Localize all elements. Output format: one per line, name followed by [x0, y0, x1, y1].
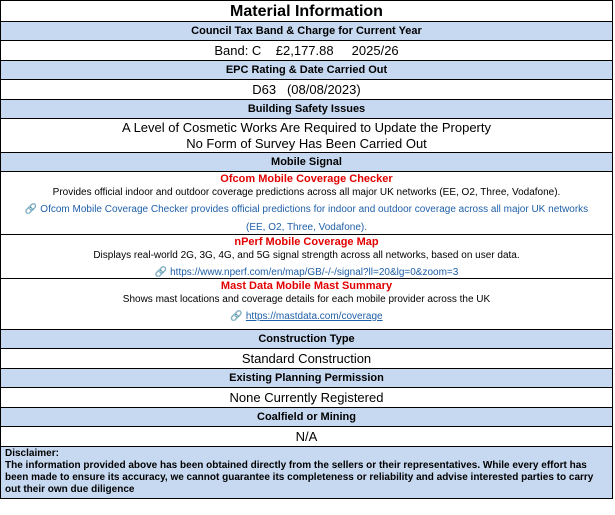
- mobile-signal-header: Mobile Signal: [1, 153, 612, 172]
- construction-value: Standard Construction: [1, 349, 612, 369]
- mobile-source-nperf: [1, 235, 612, 279]
- disclaimer-label: Disclaimer:: [5, 448, 59, 459]
- planning-header: Existing Planning Permission: [1, 369, 612, 388]
- planning-value: None Currently Registered: [1, 388, 612, 408]
- mobile-source-link[interactable]: Ofcom Mobile Coverage Checker provides official predictions for indoor and outdoor coverage across all major UK networks (EE, O2, Three, Vodafone).: [40, 204, 589, 233]
- coalfield-header: Coalfield or Mining: [1, 408, 612, 427]
- link-icon: 🔗: [154, 267, 168, 278]
- mobile-source-link[interactable]: https://www.nperf.com/en/map/GB/-/-/signal?ll=20&lg=0&zoom=3: [170, 267, 459, 278]
- building-safety-value: [1, 119, 612, 153]
- disclaimer-text: The information provided above has been obtained directly from the sellers or their representatives. While every effort has been made to ensure its accuracy, we cannot guarantee its completeness or reliability and advise interested parties to carry out their own due diligence: [5, 460, 594, 495]
- link-icon: 🔗: [230, 311, 243, 322]
- mobile-source-title: nPerf Mobile Coverage Map: [234, 236, 379, 248]
- page-title: Material Information: [1, 1, 612, 22]
- mobile-source-description: Displays real-world 2G, 3G, 4G, and 5G signal strength across all networks, based on user data.: [93, 250, 520, 261]
- building-safety-line-2: No Form of Survey Has Been Carried Out: [186, 136, 427, 151]
- epc-value: D63 (08/08/2023): [1, 80, 612, 100]
- mobile-source-link[interactable]: https://mastdata.com/coverage: [245, 311, 383, 322]
- council-tax-value: Band: C £2,177.88 2025/26: [1, 41, 612, 61]
- mobile-source-mastdata: [1, 279, 612, 330]
- coalfield-value: N/A: [1, 427, 612, 447]
- mobile-source-title: Ofcom Mobile Coverage Checker: [220, 173, 393, 185]
- link-icon: 🔗: [24, 204, 38, 215]
- council-tax-header: Council Tax Band & Charge for Current Year: [1, 22, 612, 41]
- building-safety-line-1: A Level of Cosmetic Works Are Required to Update the Property: [122, 120, 491, 135]
- disclaimer: [1, 447, 612, 498]
- epc-header: EPC Rating & Date Carried Out: [1, 61, 612, 80]
- mobile-source-title: Mast Data Mobile Mast Summary: [220, 280, 393, 292]
- construction-header: Construction Type: [1, 330, 612, 349]
- mobile-source-description: Shows mast locations and coverage details for each mobile provider across the UK: [122, 294, 491, 305]
- mobile-source-description: Provides official indoor and outdoor coverage predictions across all major UK networks (EE, O2, Three, Vodafone).: [52, 187, 561, 198]
- mobile-source-ofcom: [1, 172, 612, 235]
- building-safety-header: Building Safety Issues: [1, 100, 612, 119]
